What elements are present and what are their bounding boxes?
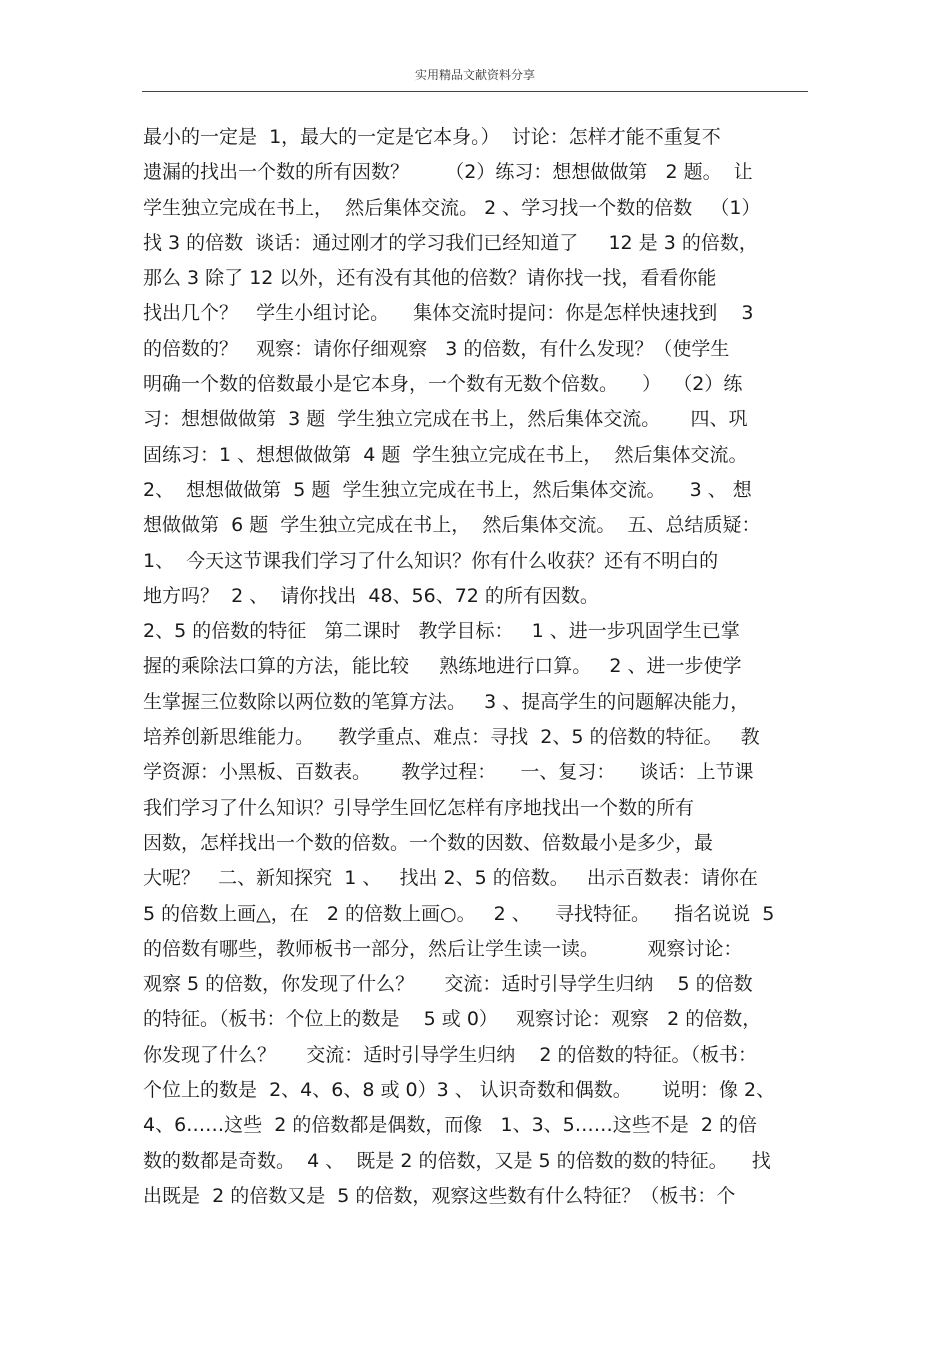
- text-line: 地方吗？ 2 、 请你找出 48、56、72 的所有因数。: [143, 584, 599, 607]
- text-line: 最小的一定是 1，最大的一定是它本身。） 讨论：怎样才能不重复不: [143, 126, 721, 148]
- text-line: 握的乘除法口算的方法，能比较 熟练地进行口算。 2 、进一步使学: [143, 655, 742, 678]
- text-line: 那么 3 除了 12 以外，还有没有其他的倍数？请你找一找，看看你能: [143, 267, 717, 290]
- text-line: 我们学习了什么知识？引导学生回忆怎样有序地找出一个数的所有: [143, 796, 695, 819]
- text-line: 大呢？ 二、新知探究 1 、 找出 2、5 的倍数。 出示百数表：请你在: [143, 867, 758, 890]
- text-line: 个位上的数是 2、4、6、8 或 0）3 、 认识奇数和偶数。 说明：像 2、: [143, 1079, 776, 1102]
- text-line: 的特征。（板书：个位上的数是 5 或 0） 观察讨论：观察 2 的倍数，: [143, 1008, 762, 1031]
- text-line: 遗漏的找出一个数的所有因数？ （2）练习：想想做做第 2 题。 让: [143, 161, 753, 184]
- text-line: 习：想想做做第 3 题 学生独立完成在书上，然后集体交流。 四、巩: [143, 408, 748, 431]
- text-line: 1、 今天这节课我们学习了什么知识？你有什么收获？还有不明白的: [143, 549, 719, 572]
- text-line: 观察 5 的倍数，你发现了什么？ 交流：适时引导学生归纳 5 的倍数: [143, 973, 753, 996]
- text-line: 的倍数有哪些，教师板书一部分，然后让学生读一读。 观察讨论：: [143, 937, 743, 960]
- text-line: 找 3 的倍数 谈话：通过刚才的学习我们已经知道了 12 是 3 的倍数，: [143, 231, 758, 254]
- header-divider: [142, 91, 808, 92]
- text-line: 学生独立完成在书上， 然后集体交流。 2 、学习找一个数的倍数 （1）: [143, 196, 761, 219]
- text-line: 4、6……这些 2 的倍数都是偶数，而像 1、3、5……这些不是 2 的倍: [143, 1114, 757, 1137]
- text-line: 2、5 的倍数的特征 第二课时 教学目标： 1 、进一步巩固学生已掌: [143, 620, 740, 643]
- text-line: 你发现了什么？ 交流：适时引导学生归纳 2 的倍数的特征。（板书：: [143, 1043, 757, 1066]
- text-line: 找出几个？ 学生小组讨论。 集体交流时提问：你是怎样快速找到 3: [143, 302, 754, 325]
- text-line: 数的数都是奇数。 4 、 既是 2 的倍数，又是 5 的倍数的数的特征。 找: [143, 1149, 771, 1172]
- text-line: 学资源：小黑板、百数表。 教学过程： 一、复习： 谈话：上节课: [143, 761, 754, 784]
- text-line: 2、 想想做做第 5 题 学生独立完成在书上，然后集体交流。 3 、 想: [143, 478, 752, 501]
- text-line: 培养创新思维能力。 教学重点、难点：寻找 2、5 的倍数的特征。 教: [143, 726, 760, 749]
- text-line: 固练习：1 、想想做做第 4 题 学生独立完成在书上， 然后集体交流。: [143, 443, 748, 466]
- text-line: 5 的倍数上画△，在 2 的倍数上画○。 2 、 寻找特征。 指名说说 5: [143, 902, 775, 925]
- text-line: 因数，怎样找出一个数的倍数。一个数的因数、倍数最小是多少，最: [143, 831, 714, 854]
- text-line: 的倍数的？ 观察：请你仔细观察 3 的倍数，有什么发现？（使学生: [143, 337, 730, 360]
- page-header-title: 实用精品文献资料分享: [414, 68, 535, 82]
- text-line: 想做做第 6 题 学生独立完成在书上， 然后集体交流。 五、总结质疑：: [143, 514, 761, 537]
- text-line: 生掌握三位数除以两位数的笔算方法。 3 、提高学生的问题解决能力，: [143, 690, 750, 713]
- document-body: [143, 120, 813, 1214]
- text-line: 出既是 2 的倍数又是 5 的倍数，观察这些数有什么特征？（板书：个: [143, 1184, 736, 1207]
- text-line: 明确一个数的倍数最小是它本身，一个数有无数个倍数。 ） （2）练: [143, 373, 743, 396]
